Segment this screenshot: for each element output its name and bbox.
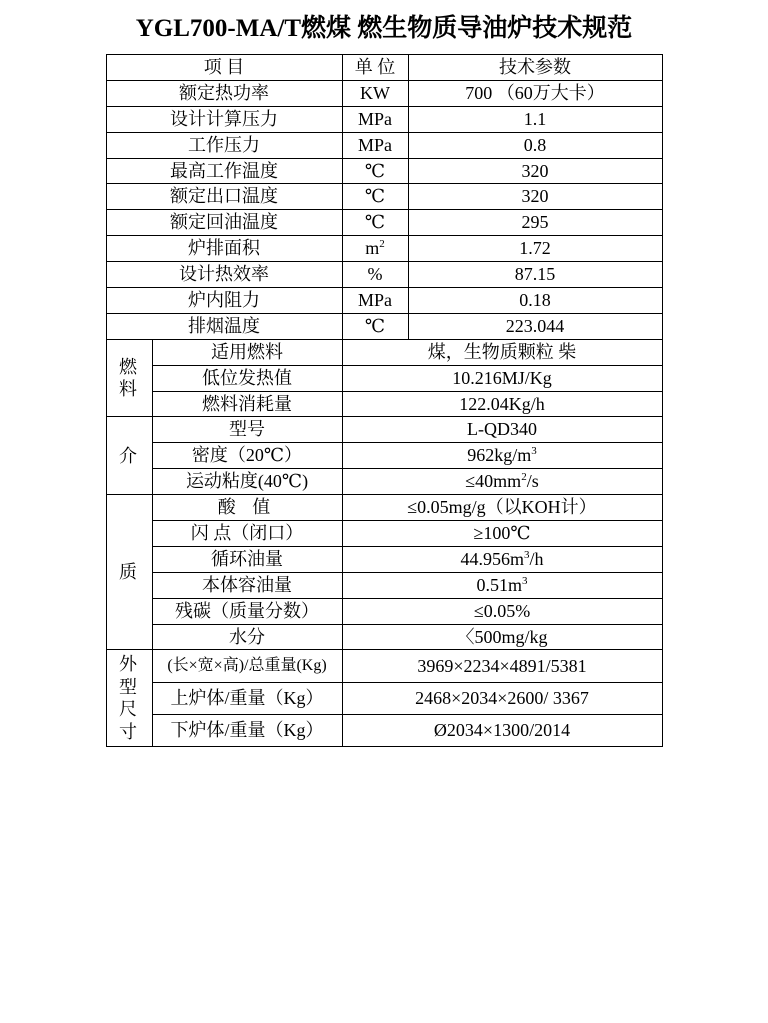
row-value: 0.18 bbox=[408, 288, 662, 314]
row-value: $\le 40mm^2/s$ bbox=[342, 469, 662, 495]
row-item: 排烟温度 bbox=[106, 313, 342, 339]
row-value: Ø2034×1300/2014 bbox=[342, 715, 662, 747]
row-item: 炉排面积 bbox=[106, 236, 342, 262]
header-item: 项 目 bbox=[106, 55, 342, 81]
row-unit: MPa bbox=[342, 132, 408, 158]
table-row bbox=[106, 106, 662, 132]
row-value: 87.15 bbox=[408, 262, 662, 288]
page-title: YGL700-MA/T燃煤 燃生物质导油炉技术规范 bbox=[135, 15, 633, 42]
row-item: 上炉体/重量（Kg） bbox=[152, 682, 342, 714]
row-value: 295 bbox=[408, 210, 662, 236]
row-value: $962kg/m^3$ bbox=[342, 443, 662, 469]
table-row bbox=[106, 184, 662, 210]
table-row bbox=[106, 391, 662, 417]
table-row bbox=[106, 572, 662, 598]
table-row bbox=[106, 650, 662, 682]
row-item: 额定回油温度 bbox=[106, 210, 342, 236]
table-row bbox=[106, 236, 662, 262]
row-unit: MPa bbox=[342, 106, 408, 132]
table-row bbox=[106, 288, 662, 314]
row-value: 700 （60万大卡） bbox=[408, 80, 662, 106]
row-value: 1.72 bbox=[408, 236, 662, 262]
row-item: 残碳（质量分数） bbox=[152, 598, 342, 624]
row-value: 0.8 bbox=[408, 132, 662, 158]
table-row bbox=[106, 682, 662, 714]
row-unit: ℃ bbox=[342, 313, 408, 339]
row-item: 酸 值 bbox=[152, 495, 342, 521]
row-item: 设计计算压力 bbox=[106, 106, 342, 132]
row-unit: MPa bbox=[342, 288, 408, 314]
row-item: 额定出口温度 bbox=[106, 184, 342, 210]
row-value: ≥100℃ bbox=[342, 521, 662, 547]
table-row bbox=[106, 132, 662, 158]
row-value: $44.956m^3/h$ bbox=[342, 546, 662, 572]
table-row bbox=[106, 624, 662, 650]
table-row bbox=[106, 339, 662, 365]
group-label-fuel: 燃料 bbox=[106, 339, 152, 417]
table-row bbox=[106, 598, 662, 624]
row-item: (长×宽×高)/总重量(Kg) bbox=[152, 650, 342, 682]
table-row bbox=[106, 715, 662, 747]
table-row bbox=[106, 210, 662, 236]
table-row bbox=[106, 521, 662, 547]
row-item: 额定热功率 bbox=[106, 80, 342, 106]
row-value: 223.044 bbox=[408, 313, 662, 339]
specification-table bbox=[106, 54, 663, 747]
row-item: 适用燃料 bbox=[152, 339, 342, 365]
row-item: 燃料消耗量 bbox=[152, 391, 342, 417]
row-item: 型号 bbox=[152, 417, 342, 443]
row-unit: ℃ bbox=[342, 158, 408, 184]
row-item: 设计热效率 bbox=[106, 262, 342, 288]
row-item: 最高工作温度 bbox=[106, 158, 342, 184]
row-item: 闪 点（闭口） bbox=[152, 521, 342, 547]
row-value: 10.216MJ/Kg bbox=[342, 365, 662, 391]
row-item: 水分 bbox=[152, 624, 342, 650]
row-item: 本体容油量 bbox=[152, 572, 342, 598]
table-header-row bbox=[106, 55, 662, 81]
group-label-quality: 质 bbox=[106, 495, 152, 650]
table-row bbox=[106, 469, 662, 495]
table-row bbox=[106, 313, 662, 339]
row-unit: $m^2$ bbox=[342, 236, 408, 262]
table-row bbox=[106, 158, 662, 184]
row-value: 320 bbox=[408, 158, 662, 184]
group-label-dimensions: 外型尺寸 bbox=[106, 650, 152, 747]
table-row bbox=[106, 546, 662, 572]
row-value: 3969×2234×4891/5381 bbox=[342, 650, 662, 682]
row-unit: ℃ bbox=[342, 184, 408, 210]
row-value: 122.04Kg/h bbox=[342, 391, 662, 417]
row-item: 运动粘度(40℃) bbox=[152, 469, 342, 495]
header-param: 技术参数 bbox=[408, 55, 662, 81]
row-unit: KW bbox=[342, 80, 408, 106]
table-row bbox=[106, 80, 662, 106]
row-value: 煤，生物质颗粒 柴 bbox=[342, 339, 662, 365]
header-unit: 单 位 bbox=[342, 55, 408, 81]
table-row bbox=[106, 365, 662, 391]
row-item: 工作压力 bbox=[106, 132, 342, 158]
row-value: 320 bbox=[408, 184, 662, 210]
row-item: 下炉体/重量（Kg） bbox=[152, 715, 342, 747]
row-item: 循环油量 bbox=[152, 546, 342, 572]
row-value: ≤0.05% bbox=[342, 598, 662, 624]
row-value: ≤0.05mg/g（以KOH计） bbox=[342, 495, 662, 521]
table-row bbox=[106, 262, 662, 288]
table-row bbox=[106, 417, 662, 443]
row-value: $0.51m^3$ bbox=[342, 572, 662, 598]
group-label-medium: 介 bbox=[106, 417, 152, 495]
row-item: 低位发热值 bbox=[152, 365, 342, 391]
table-row bbox=[106, 443, 662, 469]
row-value: L-QD340 bbox=[342, 417, 662, 443]
row-item: 炉内阻力 bbox=[106, 288, 342, 314]
row-value: 1.1 bbox=[408, 106, 662, 132]
row-unit: ℃ bbox=[342, 210, 408, 236]
row-value: 〈500mg/kg bbox=[342, 624, 662, 650]
row-unit: % bbox=[342, 262, 408, 288]
row-item: 密度（20℃） bbox=[152, 443, 342, 469]
table-row bbox=[106, 495, 662, 521]
row-value: 2468×2034×2600/ 3367 bbox=[342, 682, 662, 714]
